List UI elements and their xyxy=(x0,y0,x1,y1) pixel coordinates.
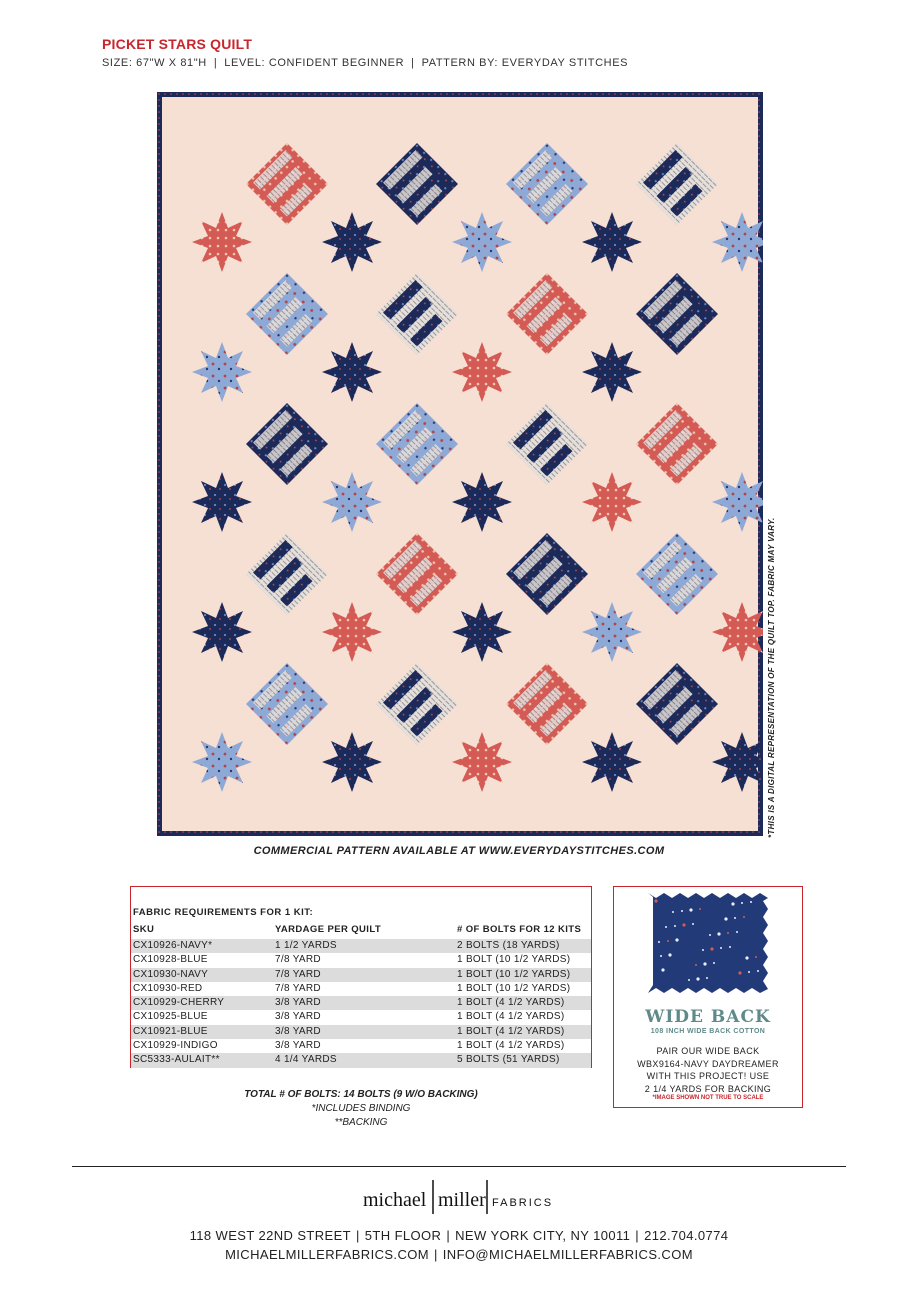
svg-text:michael: michael xyxy=(363,1189,427,1211)
eight-point-star xyxy=(452,602,512,662)
quilt-illustration xyxy=(157,92,763,836)
floor: 5TH FLOOR xyxy=(364,1228,442,1243)
wide-back-subtitle: 108 INCH WIDE BACK COTTON xyxy=(650,1028,766,1035)
city: NEW YORK CITY, NY 10011 xyxy=(455,1228,631,1243)
michael-miller-logo xyxy=(0,1176,918,1225)
eight-point-star xyxy=(322,212,382,272)
requirement-row xyxy=(131,1025,591,1039)
requirement-row xyxy=(131,953,591,967)
eight-point-star xyxy=(452,472,512,532)
svg-text:FABRICS: FABRICS xyxy=(492,1197,554,1209)
requirement-row xyxy=(131,1039,591,1053)
eight-point-star xyxy=(322,472,382,532)
sku-cell: CX10921-BLUE xyxy=(133,1025,208,1037)
sku-cell: CX10929-INDIGO xyxy=(133,1040,218,1052)
pattern-specs: SIZE: 67"W X 81"H | LEVEL: CONFIDENT BEGINNER | PATTERN BY: EVERYDAY STITCHES xyxy=(102,57,629,69)
sku-cell: CX10928-BLUE xyxy=(133,954,208,966)
requirement-row xyxy=(131,982,591,996)
requirements-rows xyxy=(131,939,591,1068)
yardage-cell: 7/8 YARD xyxy=(275,968,321,980)
sku-cell: SC5333-AULAIT** xyxy=(133,1054,220,1066)
website-link[interactable]: MICHAELMILLERFABRICS.COM xyxy=(225,1247,429,1262)
footer-address: 118 WEST 22ND STREET | 5TH FLOOR | NEW YORK CITY, NY 10011 | 212.704.0774 MICHAELMILLERFABRICS.COM | INFO@MICHAELMILLERFABRICS.COM xyxy=(189,1228,729,1262)
size-spec: SIZE: 67"W X 81"H xyxy=(102,57,207,69)
backing-note: **BACKING xyxy=(334,1117,388,1128)
yardage-cell: 3/8 YARD xyxy=(275,1011,321,1023)
digital-representation-note: *THIS IS A DIGITAL REPRESENTATION OF THE QUILT TOP. FABRIC MAY VARY. xyxy=(767,517,776,838)
sku-cell: CX10925-BLUE xyxy=(133,1011,208,1023)
yardage-cell: 1 1/2 YARDS xyxy=(275,940,337,951)
requirement-row xyxy=(131,1053,591,1067)
sku-cell: CX10930-RED xyxy=(133,982,203,994)
header-bolts: # OF BOLTS FOR 12 KITS xyxy=(457,924,582,935)
bolts-cell: 1 BOLT (10 1/2 YARDS) xyxy=(457,968,571,980)
eight-point-star xyxy=(452,212,512,272)
sku-cell: CX10930-NAVY xyxy=(133,968,209,980)
bolts-cell: 2 BOLTS (18 YARDS) xyxy=(457,940,560,951)
bolts-cell: 1 BOLT (4 1/2 YARDS) xyxy=(457,1040,565,1052)
requirements-title: FABRIC REQUIREMENTS FOR 1 KIT: xyxy=(133,907,314,918)
bolts-cell: 5 BOLTS (51 YARDS) xyxy=(457,1054,560,1066)
header-yardage: YARDAGE PER QUILT xyxy=(275,924,382,935)
bolts-cell: 1 BOLT (4 1/2 YARDS) xyxy=(457,1025,565,1037)
eight-point-star xyxy=(582,342,642,402)
street-address: 118 WEST 22ND STREET xyxy=(189,1228,352,1243)
eight-point-star xyxy=(582,472,642,532)
yardage-cell: 3/8 YARD xyxy=(275,1040,321,1052)
footer-divider xyxy=(72,1166,846,1167)
svg-text:miller: miller xyxy=(438,1189,486,1211)
eight-point-star xyxy=(192,212,252,272)
binding-note: *INCLUDES BINDING xyxy=(311,1103,411,1114)
pattern-title: PICKET STARS QUILT xyxy=(102,36,253,52)
not-to-scale-note: *IMAGE SHOWN NOT TRUE TO SCALE xyxy=(652,1095,764,1101)
wide-back-swatch xyxy=(648,893,768,993)
eight-point-star xyxy=(582,212,642,272)
sku-cell: CX10929-CHERRY xyxy=(133,997,225,1009)
sku-cell: CX10926-NAVY* xyxy=(133,940,213,951)
pattern-by: PATTERN BY: EVERYDAY STITCHES xyxy=(421,57,629,69)
yardage-cell: 7/8 YARD xyxy=(275,982,321,994)
eight-point-star xyxy=(192,472,252,532)
totals-block xyxy=(130,1088,592,1130)
requirement-row xyxy=(131,1010,591,1024)
eight-point-star xyxy=(192,602,252,662)
yardage-cell: 3/8 YARD xyxy=(275,997,321,1009)
commercial-pattern-note: COMMERCIAL PATTERN AVAILABLE AT WWW.EVERYDAYSTITCHES.COM xyxy=(253,845,665,857)
phone: 212.704.0774 xyxy=(644,1228,729,1243)
wide-back-title: WIDE BACK xyxy=(645,1007,771,1027)
eight-point-star xyxy=(582,602,642,662)
wide-back-description: PAIR OUR WIDE BACK WBX9164-NAVY DAYDREAMER WITH THIS PROJECT! USE 2 1/4 YARDS FOR BACKING xyxy=(637,1046,779,1094)
eight-point-star xyxy=(322,732,382,792)
eight-point-star xyxy=(452,732,512,792)
eight-point-star xyxy=(322,342,382,402)
bolts-cell: 1 BOLT (10 1/2 YARDS) xyxy=(457,954,571,966)
wide-back-box xyxy=(613,886,803,1108)
yardage-cell: 7/8 YARD xyxy=(275,954,321,966)
total-bolts: TOTAL # OF BOLTS: 14 BOLTS (9 W/O BACKING) xyxy=(244,1089,478,1100)
yardage-cell: 3/8 YARD xyxy=(275,1025,321,1037)
eight-point-star xyxy=(452,342,512,402)
eight-point-star xyxy=(192,342,252,402)
requirement-row xyxy=(131,996,591,1010)
email-link[interactable]: INFO@MICHAELMILLERFABRICS.COM xyxy=(442,1247,693,1262)
level-spec: LEVEL: CONFIDENT BEGINNER xyxy=(224,57,405,69)
eight-point-star xyxy=(582,732,642,792)
yardage-cell: 4 1/4 YARDS xyxy=(275,1054,337,1066)
requirements-header xyxy=(131,924,591,938)
fabric-requirements-box xyxy=(130,886,592,1068)
eight-point-star xyxy=(192,732,252,792)
requirement-row xyxy=(131,968,591,982)
eight-point-star xyxy=(322,602,382,662)
bolts-cell: 1 BOLT (10 1/2 YARDS) xyxy=(457,982,571,994)
requirement-row xyxy=(131,939,591,953)
header-sku: SKU xyxy=(133,924,155,935)
bolts-cell: 1 BOLT (4 1/2 YARDS) xyxy=(457,1011,565,1023)
bolts-cell: 1 BOLT (4 1/2 YARDS) xyxy=(457,997,565,1009)
